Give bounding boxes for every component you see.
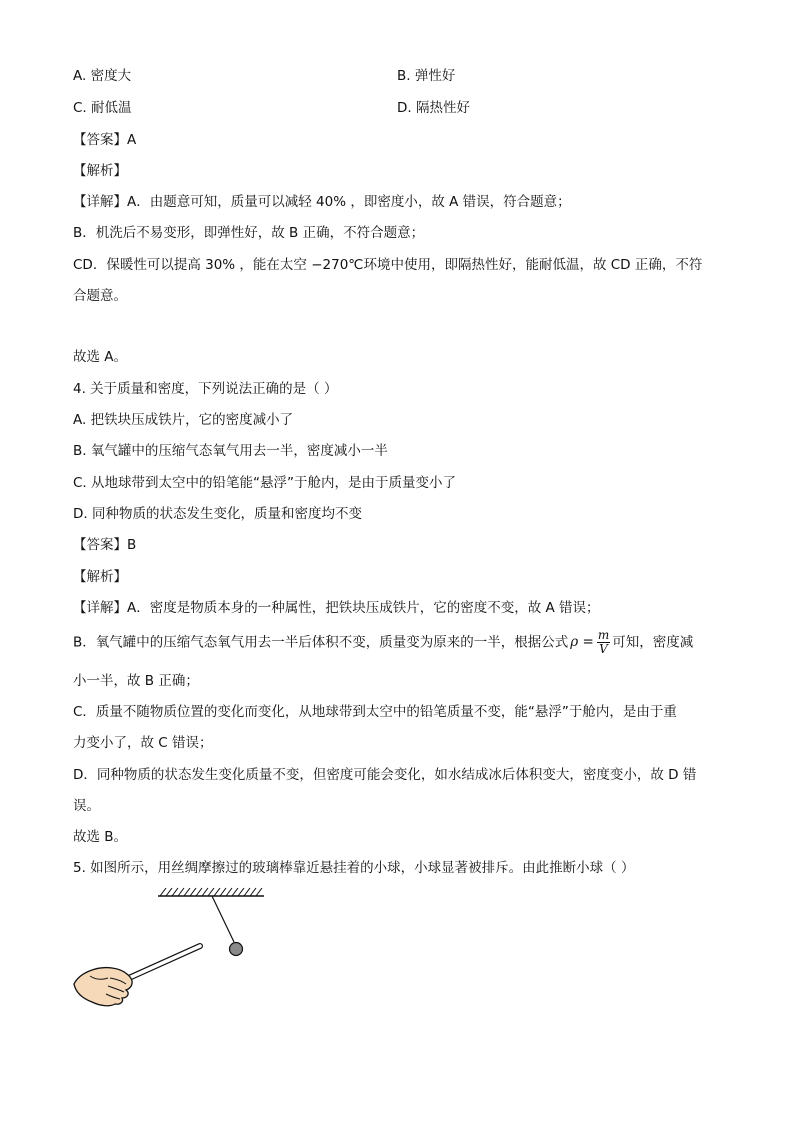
q3-detail-line-4: 合题意。 [73, 288, 127, 304]
q4-stem: 4. 关于质量和密度，下列说法正确的是（ ） [73, 381, 338, 397]
q4-option-d: D. 同种物质的状态发生变化，质量和密度均不变 [73, 506, 362, 522]
q3-option-b: B. 弹性好 [397, 68, 456, 84]
q3-option-d: D. 隔热性好 [397, 100, 470, 116]
q3-detail-line-1: 【详解】A．由题意可知，质量可以减轻 40% ，即密度小，故 A 错误，符合题意； [73, 194, 571, 210]
q4-detail-b-line-2: 小一半，故 B 正确； [73, 673, 199, 689]
q5-figure [60, 880, 300, 1010]
q4-conclusion: 故选 B。 [73, 829, 128, 845]
q3-option-a: A. 密度大 [73, 68, 132, 84]
q4-detail-b-line-1 [73, 629, 693, 656]
glass-rod [120, 946, 200, 982]
q3-answer: 【答案】A [73, 132, 137, 148]
q4-detail-b-text: B．氧气罐中的压缩气态氧气用去一半后体积不变，质量变为原来的一半，根据公式 [73, 634, 569, 651]
formula-numerator: m [597, 628, 610, 642]
formula-denominator: V [599, 642, 608, 656]
q3-detail-line-3: CD．保暖性可以提高 30% ，能在太空 −270℃环境中使用，即隔热性好，能耐低温，故 CD 正确，不符 [73, 257, 703, 273]
hanging-ball [230, 943, 243, 956]
q4-option-c: C. 从地球带到太空中的铅笔能“悬浮”于舱内，是由于质量变小了 [73, 475, 456, 491]
q4-detail-d-line-2: 误。 [73, 798, 100, 814]
q4-detail-c-line-1: C．质量不随物质位置的变化而变化，从地球带到太空中的铅笔质量不变，能“悬浮”于舱内，是由于重 [73, 704, 677, 720]
q4-option-b: B. 氧气罐中的压缩气态氧气用去一半，密度减小一半 [73, 443, 388, 459]
q4-option-a: A. 把铁块压成铁片，它的密度减小了 [73, 412, 294, 428]
q3-option-c: C. 耐低温 [73, 100, 132, 116]
q3-detail-line-2: B．机洗后不易变形，即弹性好，故 B 正确，不符合题意； [73, 225, 425, 241]
q5-stem: 5. 如图所示，用丝绸摩擦过的玻璃棒靠近悬挂着的小球，小球显著被排斥。由此推断小球（ ） [73, 860, 635, 876]
q3-conclusion: 故选 A。 [73, 349, 128, 365]
density-formula [570, 629, 610, 656]
q4-detail-c-line-2: 力变小了，故 C 错误； [73, 735, 213, 751]
formula-fraction [597, 629, 610, 656]
ceiling-support [158, 888, 264, 896]
q4-answer: 【答案】B [73, 537, 137, 553]
formula-lhs: ρ = [570, 634, 594, 650]
q4-analysis-heading: 【解析】 [73, 569, 127, 585]
suspension-thread [212, 896, 234, 942]
hand [74, 968, 132, 1006]
q4-detail-b-text-end: 可知，密度减 [612, 634, 694, 651]
q3-analysis-heading: 【解析】 [73, 163, 127, 179]
q4-detail-d-line-1: D．同种物质的状态发生变化质量不变，但密度可能会变化，如水结成冰后体积变大，密度变小，故 D 错 [73, 767, 697, 783]
q4-detail-a: 【详解】A．密度是物质本身的一种属性，把铁块压成铁片，它的密度不变，故 A 错误； [73, 600, 600, 616]
